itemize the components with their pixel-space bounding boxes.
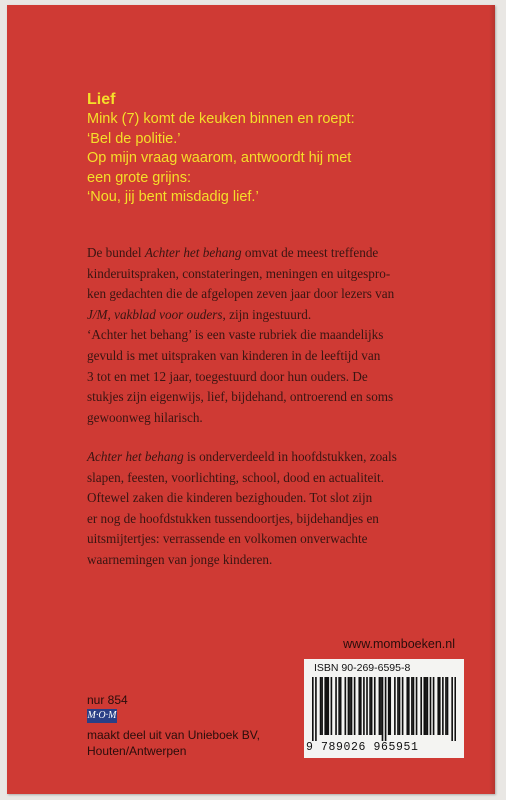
- barcode-panel: [304, 659, 464, 758]
- barcode-image: [312, 677, 456, 741]
- description-paragraph-2: [87, 447, 457, 571]
- cover-edge-shadow: [489, 5, 495, 794]
- barcode-bar: [416, 677, 418, 735]
- publisher-line: Houten/Antwerpen: [87, 743, 187, 758]
- publisher-info: [87, 728, 260, 759]
- text-line: ‘Achter het behang’ is een vaste rubriek die maandelijks: [87, 327, 384, 343]
- ean-number: 9 789026 965951: [306, 741, 419, 754]
- barcode-bar: [326, 677, 328, 735]
- text-line: Achter het behang is onderverdeeld in hoofdstukken, zoals: [87, 449, 397, 464]
- quote-line: een grote grijns:: [87, 169, 191, 186]
- text-line: Oftewel zaken die kinderen bezighouden. Tot slot zijn: [87, 490, 373, 506]
- publisher-website: www.momboeken.nl: [343, 637, 455, 651]
- barcode-bar: [348, 677, 350, 735]
- barcode-bar: [413, 677, 415, 735]
- magazine-title-italic: J/M, vakblad voor ouders: [87, 306, 223, 322]
- barcode-bar: [385, 677, 387, 741]
- text-line: ken gedachten die de afgelopen zeven jaar door lezers van: [87, 286, 395, 302]
- book-title-italic: Achter het behang: [144, 245, 242, 260]
- barcode-bar: [379, 677, 381, 735]
- barcode-bar: [454, 677, 456, 741]
- barcode-bar: [327, 677, 329, 735]
- book-title-italic: Achter het behang: [87, 449, 184, 464]
- barcode-bar: [451, 677, 453, 741]
- barcode-bar: [315, 677, 317, 741]
- barcode-bar: [338, 677, 340, 735]
- text-line: slapen, feesten, voorlichting, school, dood en actualiteit.: [87, 469, 385, 485]
- barcode-bar: [427, 677, 429, 735]
- barcode-bar: [399, 677, 401, 735]
- barcode-bar: [388, 677, 390, 735]
- barcode-bar: [439, 677, 441, 735]
- barcode-bar: [425, 677, 427, 735]
- text-line: waarnemingen van jonge kinderen.: [87, 551, 273, 567]
- barcode-bar: [349, 677, 351, 735]
- isbn-number: ISBN 90-269-6595-8: [314, 662, 411, 674]
- quote-line: ‘Bel de politie.’: [87, 130, 181, 147]
- barcode-bar: [389, 677, 391, 735]
- barcode-bar: [331, 677, 333, 735]
- description-paragraph-1: [87, 243, 457, 428]
- barcode-bar: [324, 677, 326, 735]
- text-line: er nog de hoofdstukken tussendoortjes, bijdehandjes en: [87, 510, 379, 526]
- text-line: kinderuitspraken, constateringen, meningen en uitgespro-: [87, 265, 391, 281]
- barcode-bar: [447, 677, 449, 735]
- text-line: stukjes zijn eigenwijs, lief, bijdehand, ontroerend en soms: [87, 389, 394, 405]
- barcode-bar: [374, 677, 376, 735]
- barcode-bar: [321, 677, 323, 735]
- barcode-bar: [408, 677, 410, 735]
- barcode-bar: [433, 677, 435, 735]
- barcode-bar: [354, 677, 356, 735]
- barcode-bar: [430, 677, 432, 735]
- publisher-line: maakt deel uit van Unieboek BV,: [87, 728, 260, 742]
- text-line: 3 tot en met 12 jaar, toegestuurd door hun ouders. De: [87, 368, 368, 384]
- quote-line: Op mijn vraag waarom, antwoordt hij met: [87, 150, 352, 166]
- barcode-bar: [411, 677, 413, 735]
- barcode-bar: [366, 677, 368, 735]
- barcode-bar: [382, 677, 384, 741]
- quote-title: Lief: [87, 91, 116, 108]
- barcode-bar: [312, 677, 314, 741]
- mom-logo: M·O·M: [87, 710, 117, 721]
- barcode-bar: [345, 677, 347, 735]
- barcode-bar: [402, 677, 404, 735]
- text-line: De bundel Achter het behang omvat de meest treffende: [87, 245, 379, 260]
- text-line: gewoonweg hilarisch.: [87, 409, 203, 425]
- barcode-bar: [371, 677, 373, 735]
- barcode-bar: [335, 677, 337, 735]
- barcode-bar: [340, 677, 342, 735]
- text-line: J/M, vakblad voor ouders, zijn ingestuurd.: [87, 306, 312, 322]
- barcode-bar: [358, 677, 360, 735]
- barcode-bar: [442, 677, 444, 735]
- barcode-bar: [360, 677, 362, 735]
- barcode-bar: [380, 677, 382, 735]
- barcode-bar: [363, 677, 365, 735]
- nur-code: nur 854: [87, 693, 128, 707]
- text-line: gevuld is met uitspraken van kinderen in de leeftijd van: [87, 347, 381, 363]
- barcode-bar: [423, 677, 425, 735]
- quote-line: ‘Nou, jij bent misdadig lief.’: [87, 189, 259, 205]
- barcode-bar: [437, 677, 439, 735]
- barcode-bar: [394, 677, 396, 735]
- barcode-bar: [445, 677, 447, 735]
- text-line: uitsmijtertjes: verrassende en volkomen onverwachte: [87, 531, 368, 547]
- barcode-bar: [320, 677, 322, 735]
- featured-quote: [87, 90, 447, 208]
- barcode-bar: [397, 677, 399, 735]
- barcode-bar: [406, 677, 408, 735]
- quote-line: Mink (7) komt de keuken binnen en roept:: [87, 111, 355, 127]
- barcode-bar: [351, 677, 353, 735]
- barcode-bar: [420, 677, 422, 735]
- barcode-bar: [369, 677, 371, 735]
- back-cover: [7, 5, 495, 794]
